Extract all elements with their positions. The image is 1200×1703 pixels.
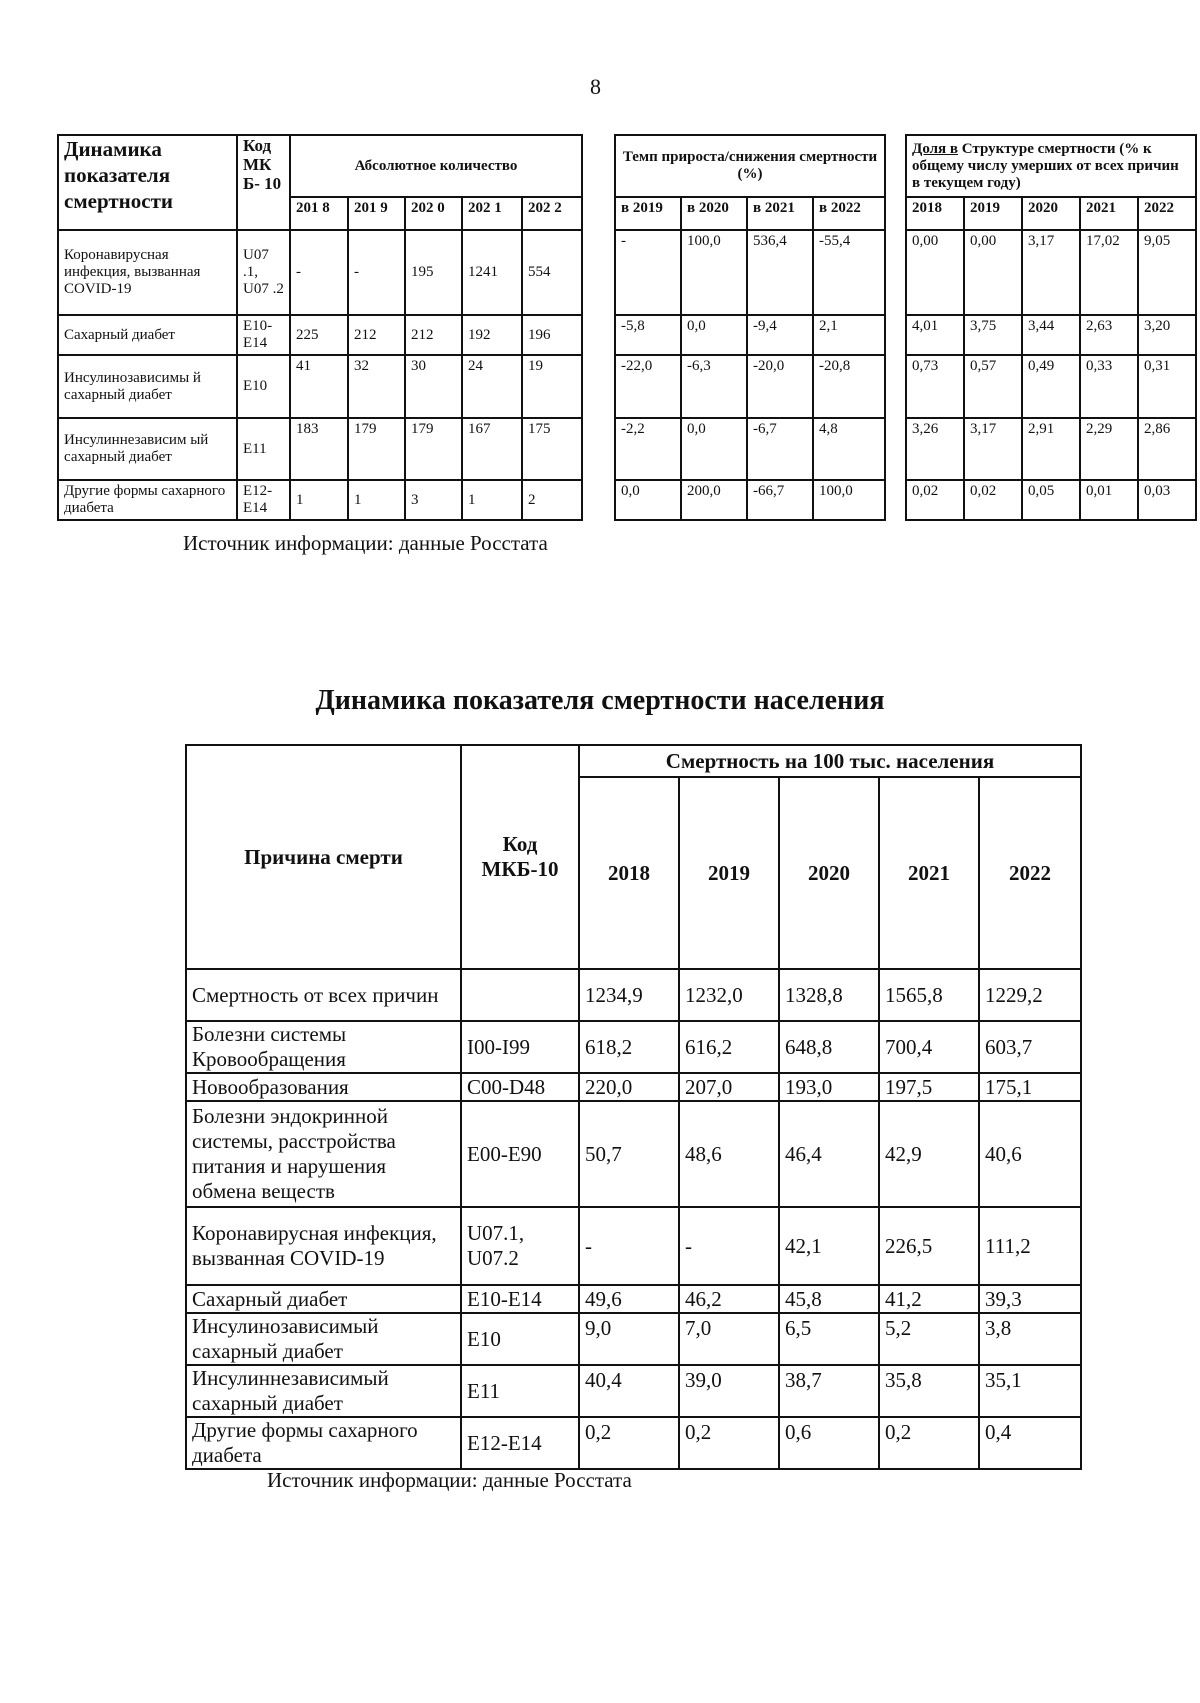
row-name: Смертность от всех причин — [186, 969, 461, 1021]
table-row — [186, 969, 1081, 1021]
cell-value: 192 — [462, 315, 522, 355]
cell-value: 179 — [405, 418, 462, 480]
table-row — [58, 480, 582, 520]
cell-value: 3,17 — [1022, 230, 1080, 315]
rate-header: Смертность на 100 тыс. населения — [579, 745, 1081, 777]
mortality-share-header — [906, 135, 1196, 197]
source-note: Источник информации: данные Росстата — [183, 531, 548, 555]
cell-value: - — [579, 1207, 679, 1285]
cell-value: -5,8 — [615, 315, 681, 355]
table-row — [186, 1207, 1081, 1285]
table-row — [186, 1101, 1081, 1207]
table-row — [615, 315, 885, 355]
row-code: E00-E90 — [461, 1101, 579, 1207]
cell-value: 1232,0 — [679, 969, 779, 1021]
row-name: Другие формы сахарного диабета — [58, 480, 237, 520]
cell-value: 0,33 — [1080, 355, 1138, 418]
year-header: 202 0 — [405, 197, 462, 230]
cell-value: -66,7 — [747, 480, 813, 520]
table-row — [615, 230, 885, 315]
cell-value: -20,0 — [747, 355, 813, 418]
table-row — [58, 230, 582, 315]
cell-value: 200,0 — [681, 480, 747, 520]
cell-value: 193,0 — [779, 1073, 879, 1101]
indicator-header: Динамика показателя смертности — [58, 135, 237, 230]
table-row — [186, 1365, 1081, 1417]
cell-value: 0,0 — [615, 480, 681, 520]
cell-value: 196 — [522, 315, 582, 355]
row-code: E11 — [237, 418, 290, 480]
cell-value: 49,6 — [579, 1285, 679, 1313]
cell-value: 603,7 — [979, 1021, 1081, 1073]
row-name: Сахарный диабет — [58, 315, 237, 355]
growth-rate-table — [614, 134, 886, 521]
row-code: E12- E14 — [237, 480, 290, 520]
row-code: I00-I99 — [461, 1021, 579, 1073]
period-header: в 2021 — [747, 197, 813, 230]
row-name: Другие формы сахарного диабета — [186, 1417, 461, 1469]
table-row — [58, 418, 582, 480]
cell-value: 42,1 — [779, 1207, 879, 1285]
cell-value: 2,91 — [1022, 418, 1080, 480]
cell-value: 1565,8 — [879, 969, 979, 1021]
year-header: 2019 — [964, 197, 1022, 230]
page-number: 8 — [590, 74, 601, 99]
header-underlined-part: Доля в — [912, 140, 959, 157]
cell-value: 175 — [522, 418, 582, 480]
cell-value: 39,0 — [679, 1365, 779, 1417]
cell-value: 2 — [522, 480, 582, 520]
cell-value: 183 — [290, 418, 348, 480]
header-rest: Структуре смертности (% к общему числу умерших от всех причин в текущем году) — [912, 140, 1179, 191]
table-row — [615, 418, 885, 480]
row-name: Болезни системы Кровообращения — [186, 1021, 461, 1073]
cell-value: 0,73 — [906, 355, 964, 418]
cell-value: 35,1 — [979, 1365, 1081, 1417]
cell-value: 0,05 — [1022, 480, 1080, 520]
cell-value: 19 — [522, 355, 582, 418]
cell-value: 0,00 — [906, 230, 964, 315]
table-row — [186, 1021, 1081, 1073]
cell-value: 5,2 — [879, 1313, 979, 1365]
cell-value: 0,4 — [979, 1417, 1081, 1469]
cell-value: 48,6 — [679, 1101, 779, 1207]
cell-value: 45,8 — [779, 1285, 879, 1313]
cell-value: -20,8 — [813, 355, 885, 418]
row-name: Инсулиннезависим ый сахарный диабет — [58, 418, 237, 480]
cell-value: 2,29 — [1080, 418, 1138, 480]
period-header: в 2020 — [681, 197, 747, 230]
cell-value: 40,6 — [979, 1101, 1081, 1207]
cell-value: 1 — [348, 480, 405, 520]
year-header: 2021 — [1080, 197, 1138, 230]
cell-value: 41 — [290, 355, 348, 418]
cell-value: 1 — [290, 480, 348, 520]
year-header: 2018 — [579, 777, 679, 969]
row-code: E11 — [461, 1365, 579, 1417]
cell-value: 220,0 — [579, 1073, 679, 1101]
cell-value: 2,63 — [1080, 315, 1138, 355]
section-title: Динамика показателя смертности населения — [315, 685, 885, 716]
table-row — [906, 315, 1196, 355]
cell-value: 100,0 — [681, 230, 747, 315]
cell-value: 3,26 — [906, 418, 964, 480]
year-header: 201 9 — [348, 197, 405, 230]
period-header: в 2019 — [615, 197, 681, 230]
cell-value: 3,75 — [964, 315, 1022, 355]
cell-value: 4,01 — [906, 315, 964, 355]
cell-value: 648,8 — [779, 1021, 879, 1073]
cell-value: 618,2 — [579, 1021, 679, 1073]
cell-value: 38,7 — [779, 1365, 879, 1417]
cell-value: 100,0 — [813, 480, 885, 520]
growth-rate-header: Темп прироста/снижения смертности (%) — [615, 135, 885, 197]
row-name: Инсулинозависимый сахарный диабет — [186, 1313, 461, 1365]
cell-value: 3,20 — [1138, 315, 1196, 355]
cell-value: 212 — [348, 315, 405, 355]
cell-value: 35,8 — [879, 1365, 979, 1417]
cell-value: - — [679, 1207, 779, 1285]
table-row — [186, 1313, 1081, 1365]
row-code: E10 — [461, 1313, 579, 1365]
cause-header: Причина смерти — [186, 745, 461, 969]
cell-value: 0,31 — [1138, 355, 1196, 418]
cell-value: 0,02 — [964, 480, 1022, 520]
cell-value: 0,2 — [579, 1417, 679, 1469]
cell-value: 46,4 — [779, 1101, 879, 1207]
cell-value: - — [615, 230, 681, 315]
cell-value: 32 — [348, 355, 405, 418]
row-name: Болезни эндокринной системы, расстройства питания и нарушения обмена веществ — [186, 1101, 461, 1207]
cell-value: 0,49 — [1022, 355, 1080, 418]
cell-value: 41,2 — [879, 1285, 979, 1313]
year-header: 2022 — [979, 777, 1081, 969]
row-code: C00-D48 — [461, 1073, 579, 1101]
year-header: 2020 — [779, 777, 879, 969]
cell-value: 9,0 — [579, 1313, 679, 1365]
cell-value: 0,03 — [1138, 480, 1196, 520]
table-row — [615, 355, 885, 418]
cell-value: 167 — [462, 418, 522, 480]
cell-value: 0,02 — [906, 480, 964, 520]
year-header: 2020 — [1022, 197, 1080, 230]
cell-value: 50,7 — [579, 1101, 679, 1207]
cell-value: 616,2 — [679, 1021, 779, 1073]
cell-value: 24 — [462, 355, 522, 418]
year-header: 202 1 — [462, 197, 522, 230]
cell-value: 3 — [405, 480, 462, 520]
cell-value: 1234,9 — [579, 969, 679, 1021]
cell-value: -55,4 — [813, 230, 885, 315]
cell-value: 1328,8 — [779, 969, 879, 1021]
cell-value: 2,86 — [1138, 418, 1196, 480]
row-code: U07 .1, U07 .2 — [237, 230, 290, 315]
year-header: 2018 — [906, 197, 964, 230]
cell-value: - — [348, 230, 405, 315]
cell-value: 536,4 — [747, 230, 813, 315]
code-header: Код МКБ-10 — [461, 745, 579, 969]
cell-value: 7,0 — [679, 1313, 779, 1365]
cell-value: 175,1 — [979, 1073, 1081, 1101]
period-header: в 2022 — [813, 197, 885, 230]
row-name: Сахарный диабет — [186, 1285, 461, 1313]
cell-value: 225 — [290, 315, 348, 355]
cell-value: 0,01 — [1080, 480, 1138, 520]
absolute-count-table — [57, 134, 583, 521]
cell-value: 0,0 — [681, 315, 747, 355]
row-code: E10-E14 — [461, 1285, 579, 1313]
absolute-count-header: Абсолютное количество — [290, 135, 582, 197]
cell-value: -9,4 — [747, 315, 813, 355]
cell-value: 30 — [405, 355, 462, 418]
cell-value: 1229,2 — [979, 969, 1081, 1021]
row-name: Коронавирусная инфекция, вызванная COVID-19 — [186, 1207, 461, 1285]
code-header: Код МК Б- 10 — [237, 135, 290, 230]
table-row — [186, 1285, 1081, 1313]
table-row — [906, 480, 1196, 520]
cell-value: 9,05 — [1138, 230, 1196, 315]
cell-value: 2,1 — [813, 315, 885, 355]
cell-value: 0,6 — [779, 1417, 879, 1469]
cell-value: 212 — [405, 315, 462, 355]
mortality-share-table — [905, 134, 1197, 521]
cell-value: 39,3 — [979, 1285, 1081, 1313]
table-row — [186, 1417, 1081, 1469]
cell-value: 42,9 — [879, 1101, 979, 1207]
cell-value: 700,4 — [879, 1021, 979, 1073]
table-row — [186, 1073, 1081, 1101]
cell-value: 0,57 — [964, 355, 1022, 418]
cell-value: 6,5 — [779, 1313, 879, 1365]
row-code — [461, 969, 579, 1021]
row-name: Новообразования — [186, 1073, 461, 1101]
cell-value: -6,3 — [681, 355, 747, 418]
row-code: E10- E14 — [237, 315, 290, 355]
cell-value: 1 — [462, 480, 522, 520]
row-name: Инсулиннезависимый сахарный диабет — [186, 1365, 461, 1417]
year-header: 202 2 — [522, 197, 582, 230]
cell-value: 0,2 — [879, 1417, 979, 1469]
cell-value: 4,8 — [813, 418, 885, 480]
table-row — [906, 418, 1196, 480]
row-code: E12-E14 — [461, 1417, 579, 1469]
table-row — [906, 230, 1196, 315]
table-row — [58, 315, 582, 355]
cell-value: 207,0 — [679, 1073, 779, 1101]
cell-value: 40,4 — [579, 1365, 679, 1417]
cell-value: 554 — [522, 230, 582, 315]
cell-value: 1241 — [462, 230, 522, 315]
cell-value: -2,2 — [615, 418, 681, 480]
cell-value: 179 — [348, 418, 405, 480]
year-header: 2021 — [879, 777, 979, 969]
source-note: Источник информации: данные Росстата — [267, 1468, 632, 1492]
cell-value: - — [290, 230, 348, 315]
cell-value: 111,2 — [979, 1207, 1081, 1285]
cell-value: -6,7 — [747, 418, 813, 480]
year-header: 2022 — [1138, 197, 1196, 230]
row-code: U07.1, U07.2 — [461, 1207, 579, 1285]
cell-value: 3,17 — [964, 418, 1022, 480]
cell-value: 3,8 — [979, 1313, 1081, 1365]
cell-value: -22,0 — [615, 355, 681, 418]
cell-value: 0,0 — [681, 418, 747, 480]
row-code: E10 — [237, 355, 290, 418]
table-row — [58, 355, 582, 418]
mortality-rate-table — [185, 744, 1082, 1470]
table-row — [906, 355, 1196, 418]
row-name: Инсулинозависимы й сахарный диабет — [58, 355, 237, 418]
cell-value: 226,5 — [879, 1207, 979, 1285]
cell-value: 46,2 — [679, 1285, 779, 1313]
cell-value: 197,5 — [879, 1073, 979, 1101]
cell-value: 0,2 — [679, 1417, 779, 1469]
cell-value: 0,00 — [964, 230, 1022, 315]
cell-value: 17,02 — [1080, 230, 1138, 315]
cell-value: 195 — [405, 230, 462, 315]
table-row — [615, 480, 885, 520]
year-header: 201 8 — [290, 197, 348, 230]
year-header: 2019 — [679, 777, 779, 969]
row-name: Коронавирусная инфекция, вызванная COVID-19 — [58, 230, 237, 315]
cell-value: 3,44 — [1022, 315, 1080, 355]
